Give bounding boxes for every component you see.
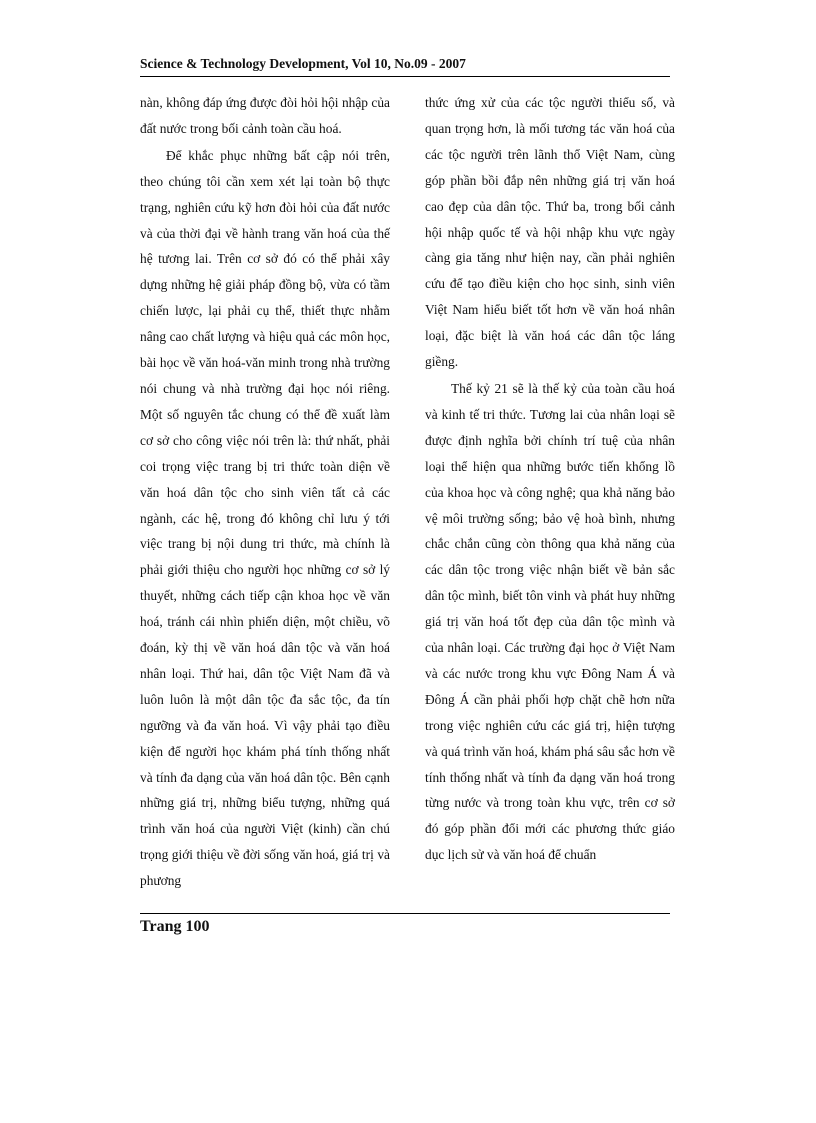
right-paragraph-2: Thế kỷ 21 sẽ là thế kỷ của toàn cầu hoá và kinh tế tri thức. Tương lai của nhân loại sẽ được định nghĩa bởi chính trí tuệ của nhân loại thể hiện qua những bước tiến khổng lồ của khoa học và công nghệ; qua khả năng bảo vệ môi trường sống; bảo vệ hoà bình, nhưng chắc chắn cũng còn thông qua khả năng của các dân tộc trong việc nhận biết về bản sắc dân tộc mình, biết tôn vinh và phát huy những giá trị văn hoá tốt đẹp của dân tộc mình và của nhân loại. Các trường đại học ở Việt Nam và các nước trong khu vực Đông Nam Á và Đông Á cần phải phối hợp chặt chẽ hơn nữa trong việc nghiên cứu các giá trị, hiện tượng và quá trình văn hoá, khám phá sâu sắc hơn về tính thống nhất và tính đa dạng văn hoá trong từng nước và trong toàn khu vực, trên cơ sở đó góp phần đổi mới các phương thức giáo dục lịch sử và văn hoá để chuẩn [425,380,675,863]
left-column [140,90,390,894]
page-number: Trang 100 [140,918,210,935]
running-header: Science & Technology Development, Vol 10, No.09 - 2007 [140,56,466,71]
right-column [425,90,675,868]
footer-rule [140,913,670,914]
left-paragraph-1: nàn, không đáp ứng được đòi hỏi hội nhập của đất nước trong bối cảnh toàn cầu hoá. [140,95,390,136]
left-paragraph-2: Để khắc phục những bất cập nói trên, theo chúng tôi cần xem xét lại toàn bộ thực trạng, nghiên cứu kỹ hơn đòi hỏi của đất nước và của thời đại về hành trang văn hoá của thế hệ tương lai. Trên cơ sở đó có thể phải xây dựng những hệ giải pháp đồng bộ, vừa có tầm chiến lược, lại phải cụ thể, thiết thực nhằm nâng cao chất lượng và hiệu quả các môn học, bài học về văn hoá-văn minh trong nhà trường nói chung và nhà trường đại học nói riêng. Một số nguyên tắc chung có thể đề xuất làm cơ sở cho công việc nói trên là: thứ nhất, phải coi trọng việc trang bị tri thức toàn diện về văn hoá dân tộc cho sinh viên tất cả các ngành, các hệ, trong đó không chỉ lưu ý tới việc trang bị nội dung tri thức, mà chính là phải giới thiệu cho người học những cơ sở lý thuyết, những cách tiếp cận khoa học về văn hoá, tránh cái nhìn phiến diện, một chiều, võ đoán, kỳ thị về văn hoá dân tộc và văn hoá nhân loại. Thứ hai, dân tộc Việt Nam đã và luôn luôn là một dân tộc đa sắc tộc, đa tín ngưỡng và đa văn hoá. Vì vậy phải tạo điều kiện để người học khám phá tính thống nhất và tính đa dạng của văn hoá dân tộc. Bên cạnh những giá trị, những biểu tượng, những quá trình văn hoá của người Việt (kinh) cần chú trọng giới thiệu về đời sống văn hoá, giá trị và phương [140,147,390,889]
right-paragraph-1: thức ứng xử của các tộc người thiểu số, và quan trọng hơn, là mối tương tác văn hoá của các tộc người trên lãnh thổ Việt Nam, cùng góp phần bồi đắp nên những giá trị văn hoá cao đẹp của dân tộc. Thứ ba, trong bối cảnh hội nhập quốc tế và hội nhập khu vực ngày càng gia tăng như hiện nay, cần phải nghiên cứu để tạo điều kiện cho học sinh, sinh viên Việt Nam hiểu biết tốt hơn về văn hoá nhân loại, đặc biệt là văn hoá các dân tộc láng giềng. [425,95,675,370]
header-rule [140,76,670,77]
